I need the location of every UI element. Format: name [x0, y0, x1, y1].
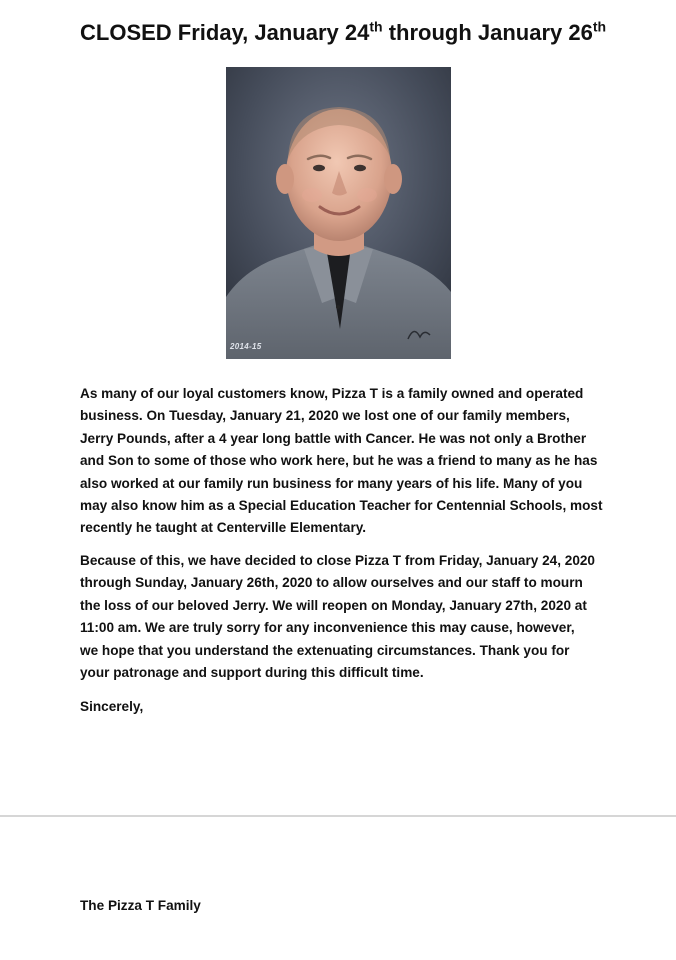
paragraph-line: also worked at our family run business for many years of his life. Many of you: [80, 475, 583, 491]
paragraph-line: may also know him as a Special Education Teacher for Centennial Schools, most: [80, 498, 603, 514]
paragraph-line: 11:00 am. We are truly sorry for any inconvenience this may cause, however,: [80, 620, 575, 636]
paragraph-line: Jerry Pounds, after a 4 year long battle with Cancer. He was not only a Brother: [80, 430, 587, 446]
announcement-paragraph-2: [80, 550, 600, 684]
title-middle: through January 26: [382, 20, 593, 45]
title-superscript-2: th: [592, 18, 607, 35]
title-prefix: CLOSED Friday, January 24: [80, 20, 370, 45]
page-divider: [0, 815, 676, 817]
memorial-portrait-photo: [226, 67, 451, 359]
page-title: [80, 16, 660, 50]
paragraph-line: As many of our loyal customers know, Pizza T is a family owned and operated: [80, 386, 584, 401]
portrait-illustration: [226, 67, 451, 359]
paragraph-line: the loss of our beloved Jerry. We will reopen on Monday, January 27th, 2020 at: [80, 597, 587, 613]
paragraph-line: business. On Tuesday, January 21, 2020 we lost one of our family members,: [80, 408, 570, 424]
paragraph-line: recently he taught at Centerville Elementary.: [80, 520, 367, 536]
closing-salutation: Sincerely,: [80, 699, 144, 714]
signature: The Pizza T Family: [80, 898, 201, 913]
paragraph-line: your patronage and support during this difficult time.: [80, 665, 424, 681]
paragraph-line: we hope that you understand the extenuating circumstances. Thank you for: [80, 642, 570, 658]
title-superscript-1: th: [369, 18, 383, 35]
announcement-paragraph-1: [80, 383, 603, 540]
paragraph-line: Because of this, we have decided to close Pizza T from Friday, January 24, 2020: [80, 553, 595, 568]
paragraph-line: and Son to some of those who work here, but he was a friend to many as he has: [80, 453, 598, 469]
photo-year-label: 2014-15: [230, 342, 262, 351]
paragraph-line: through Sunday, January 26th, 2020 to allow ourselves and our staff to mourn: [80, 575, 583, 591]
